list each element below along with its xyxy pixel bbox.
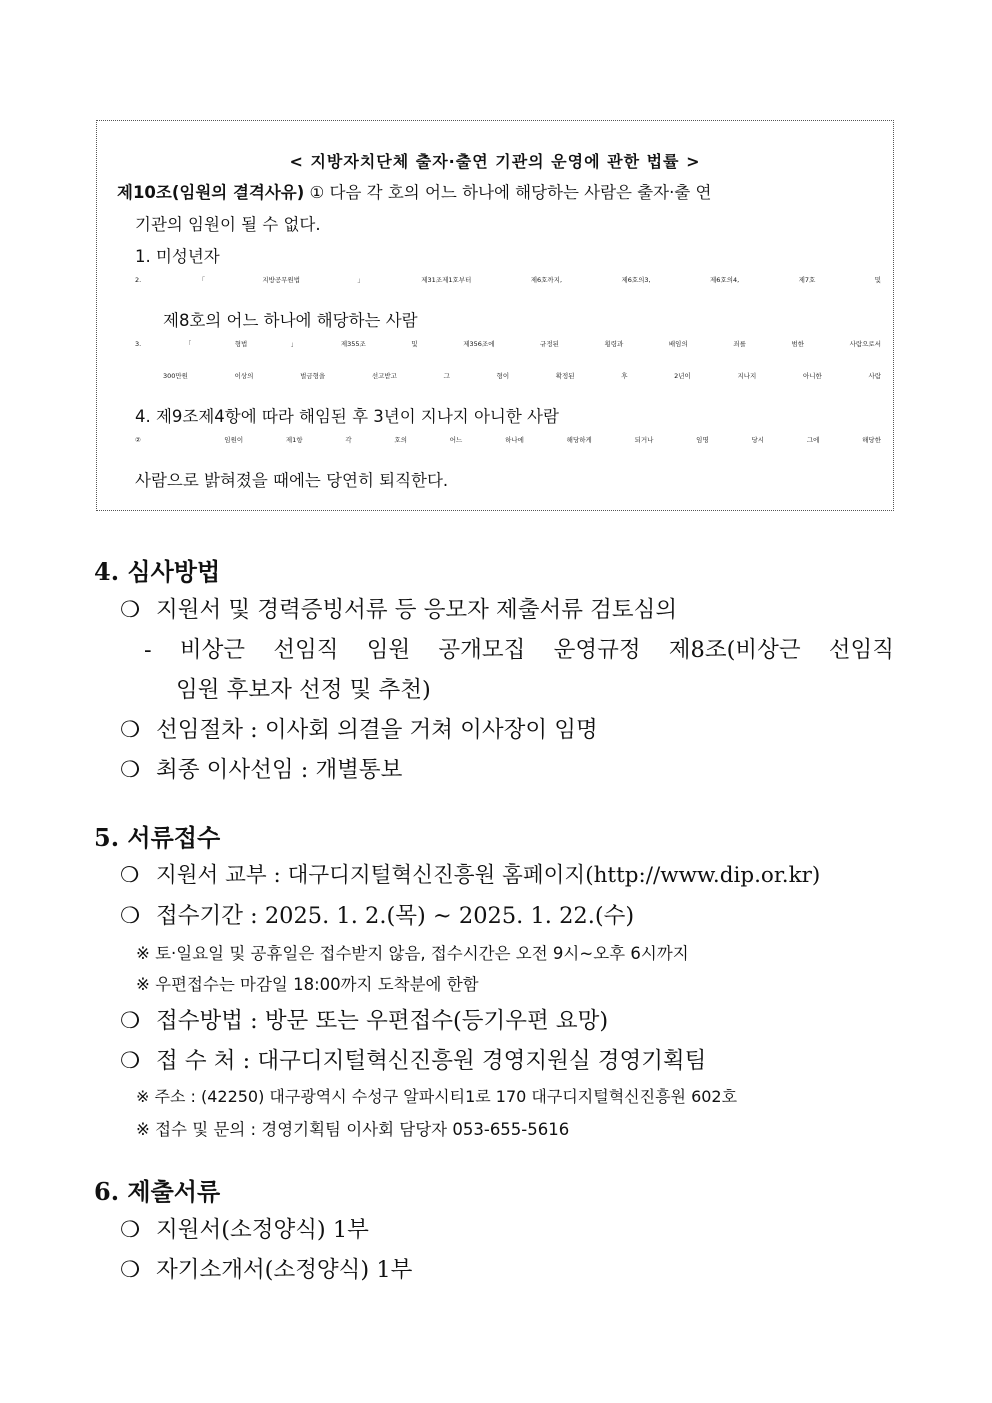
section-4-heading: 4. 심사방법: [94, 557, 221, 586]
section-5-heading: 5. 서류접수: [94, 823, 221, 852]
bullet-circle-icon: ❍: [120, 903, 141, 929]
law-para2-line1: ② 임원이 제1항 각 호의 어느 하나에 해당하게 되거나 임명 당시 그에 해당한: [135, 436, 881, 444]
law-item-2-cont: 제8호의 어느 하나에 해당하는 사람: [163, 311, 418, 330]
bullet-circle-icon: ❍: [120, 717, 141, 743]
law-title: < 지방자치단체 출자·출연 기관의 운영에 관한 법률 >: [289, 152, 701, 171]
section-4-bullet-2: ❍ 선임절차 : 이사회 의결을 거쳐 이사장이 임명: [120, 717, 598, 743]
bullet-circle-icon: ❍: [120, 863, 140, 888]
article-heading: 제10조(임원의 결격사유): [117, 183, 305, 202]
section-4-bullet-3: ❍ 최종 이사선임 : 개별통보: [120, 757, 403, 783]
section-6-bullet-1: ❍ 지원서(소정양식) 1부: [120, 1217, 369, 1243]
law-item-3-cont: 300만원 이상의 벌금형을 선고받고 그 형이 확정된 후 2년이 지나지 아니한 사람: [163, 372, 881, 380]
law-item-2: 2.「지방공무원법」제31조제1호부터 제6호까지, 제6호의3, 제6호의4, 제7호 및: [135, 276, 881, 284]
bullet-circle-icon: ❍: [120, 1008, 141, 1034]
law-excerpt-box: [96, 120, 894, 511]
law-item-4: 4. 제9조제4항에 따라 해임된 후 3년이 지나지 아니한 사람: [135, 407, 559, 426]
law-item-1: 1. 미성년자: [135, 247, 220, 266]
section-6-heading: 6. 제출서류: [94, 1177, 221, 1206]
section-6-bullet-2: ❍ 자기소개서(소정양식) 1부: [120, 1257, 413, 1283]
section-5-bullet-3: ❍ 접수방법 : 방문 또는 우편접수(등기우편 요망): [120, 1008, 609, 1034]
bullet-circle-icon: ❍: [120, 1257, 141, 1283]
article-lead-line: [117, 179, 711, 203]
section-5-note-3: ※ 주소 : (42250) 대구광역시 수성구 알파시티1로 170 대구디지털혁신진흥원 602호: [136, 1087, 738, 1106]
law-para2-line2: 사람으로 밝혀졌을 때에는 당연히 퇴직한다.: [135, 471, 449, 490]
bullet-circle-icon: ❍: [120, 757, 141, 783]
section-5-bullet-4: ❍ 접 수 처 : 대구디지털혁신진흥원 경영지원실 경영기획팀: [120, 1048, 707, 1074]
section-4-dash-line-1: - 비상근 선임직 임원 공개모집 운영규정 제8조(비상근 선임직: [144, 637, 894, 663]
article-lead-cont: 기관의 임원이 될 수 없다.: [135, 215, 321, 234]
section-5-bullet-2: ❍ 접수기간 : 2025. 1. 2.(목) ~ 2025. 1. 22.(수): [120, 903, 635, 929]
section-5-note-4: ※ 접수 및 문의 : 경영기획팀 이사회 담당자 053-655-5616: [136, 1120, 570, 1139]
bullet-circle-icon: ❍: [120, 1217, 141, 1243]
law-item-3: 3.「형법」제355조 및 제356조에 규정된 횡령과 배임의 죄를 범한 사람으로서: [135, 340, 881, 348]
bullet-circle-icon: ❍: [120, 597, 141, 623]
section-4-dash-line-2: 임원 후보자 선정 및 추천): [176, 677, 431, 703]
section-5-bullet-1: ❍ 지원서 교부 : 대구디지털혁신진흥원 홈페이지(http://www.dip.or.kr): [120, 863, 821, 888]
section-5-note-1: ※ 토·일요일 및 공휴일은 접수받지 않음, 접수시간은 오전 9시~오후 6시까지: [136, 944, 689, 963]
section-5-note-2: ※ 우편접수는 마감일 18:00까지 도착분에 한함: [136, 975, 479, 994]
section-4-bullet-1: ❍ 지원서 및 경력증빙서류 등 응모자 제출서류 검토심의: [120, 597, 678, 623]
bullet-circle-icon: ❍: [120, 1048, 141, 1074]
article-lead-text: ① 다음 각 호의 어느 하나에 해당하는 사람은 출자·출 연: [304, 183, 712, 202]
